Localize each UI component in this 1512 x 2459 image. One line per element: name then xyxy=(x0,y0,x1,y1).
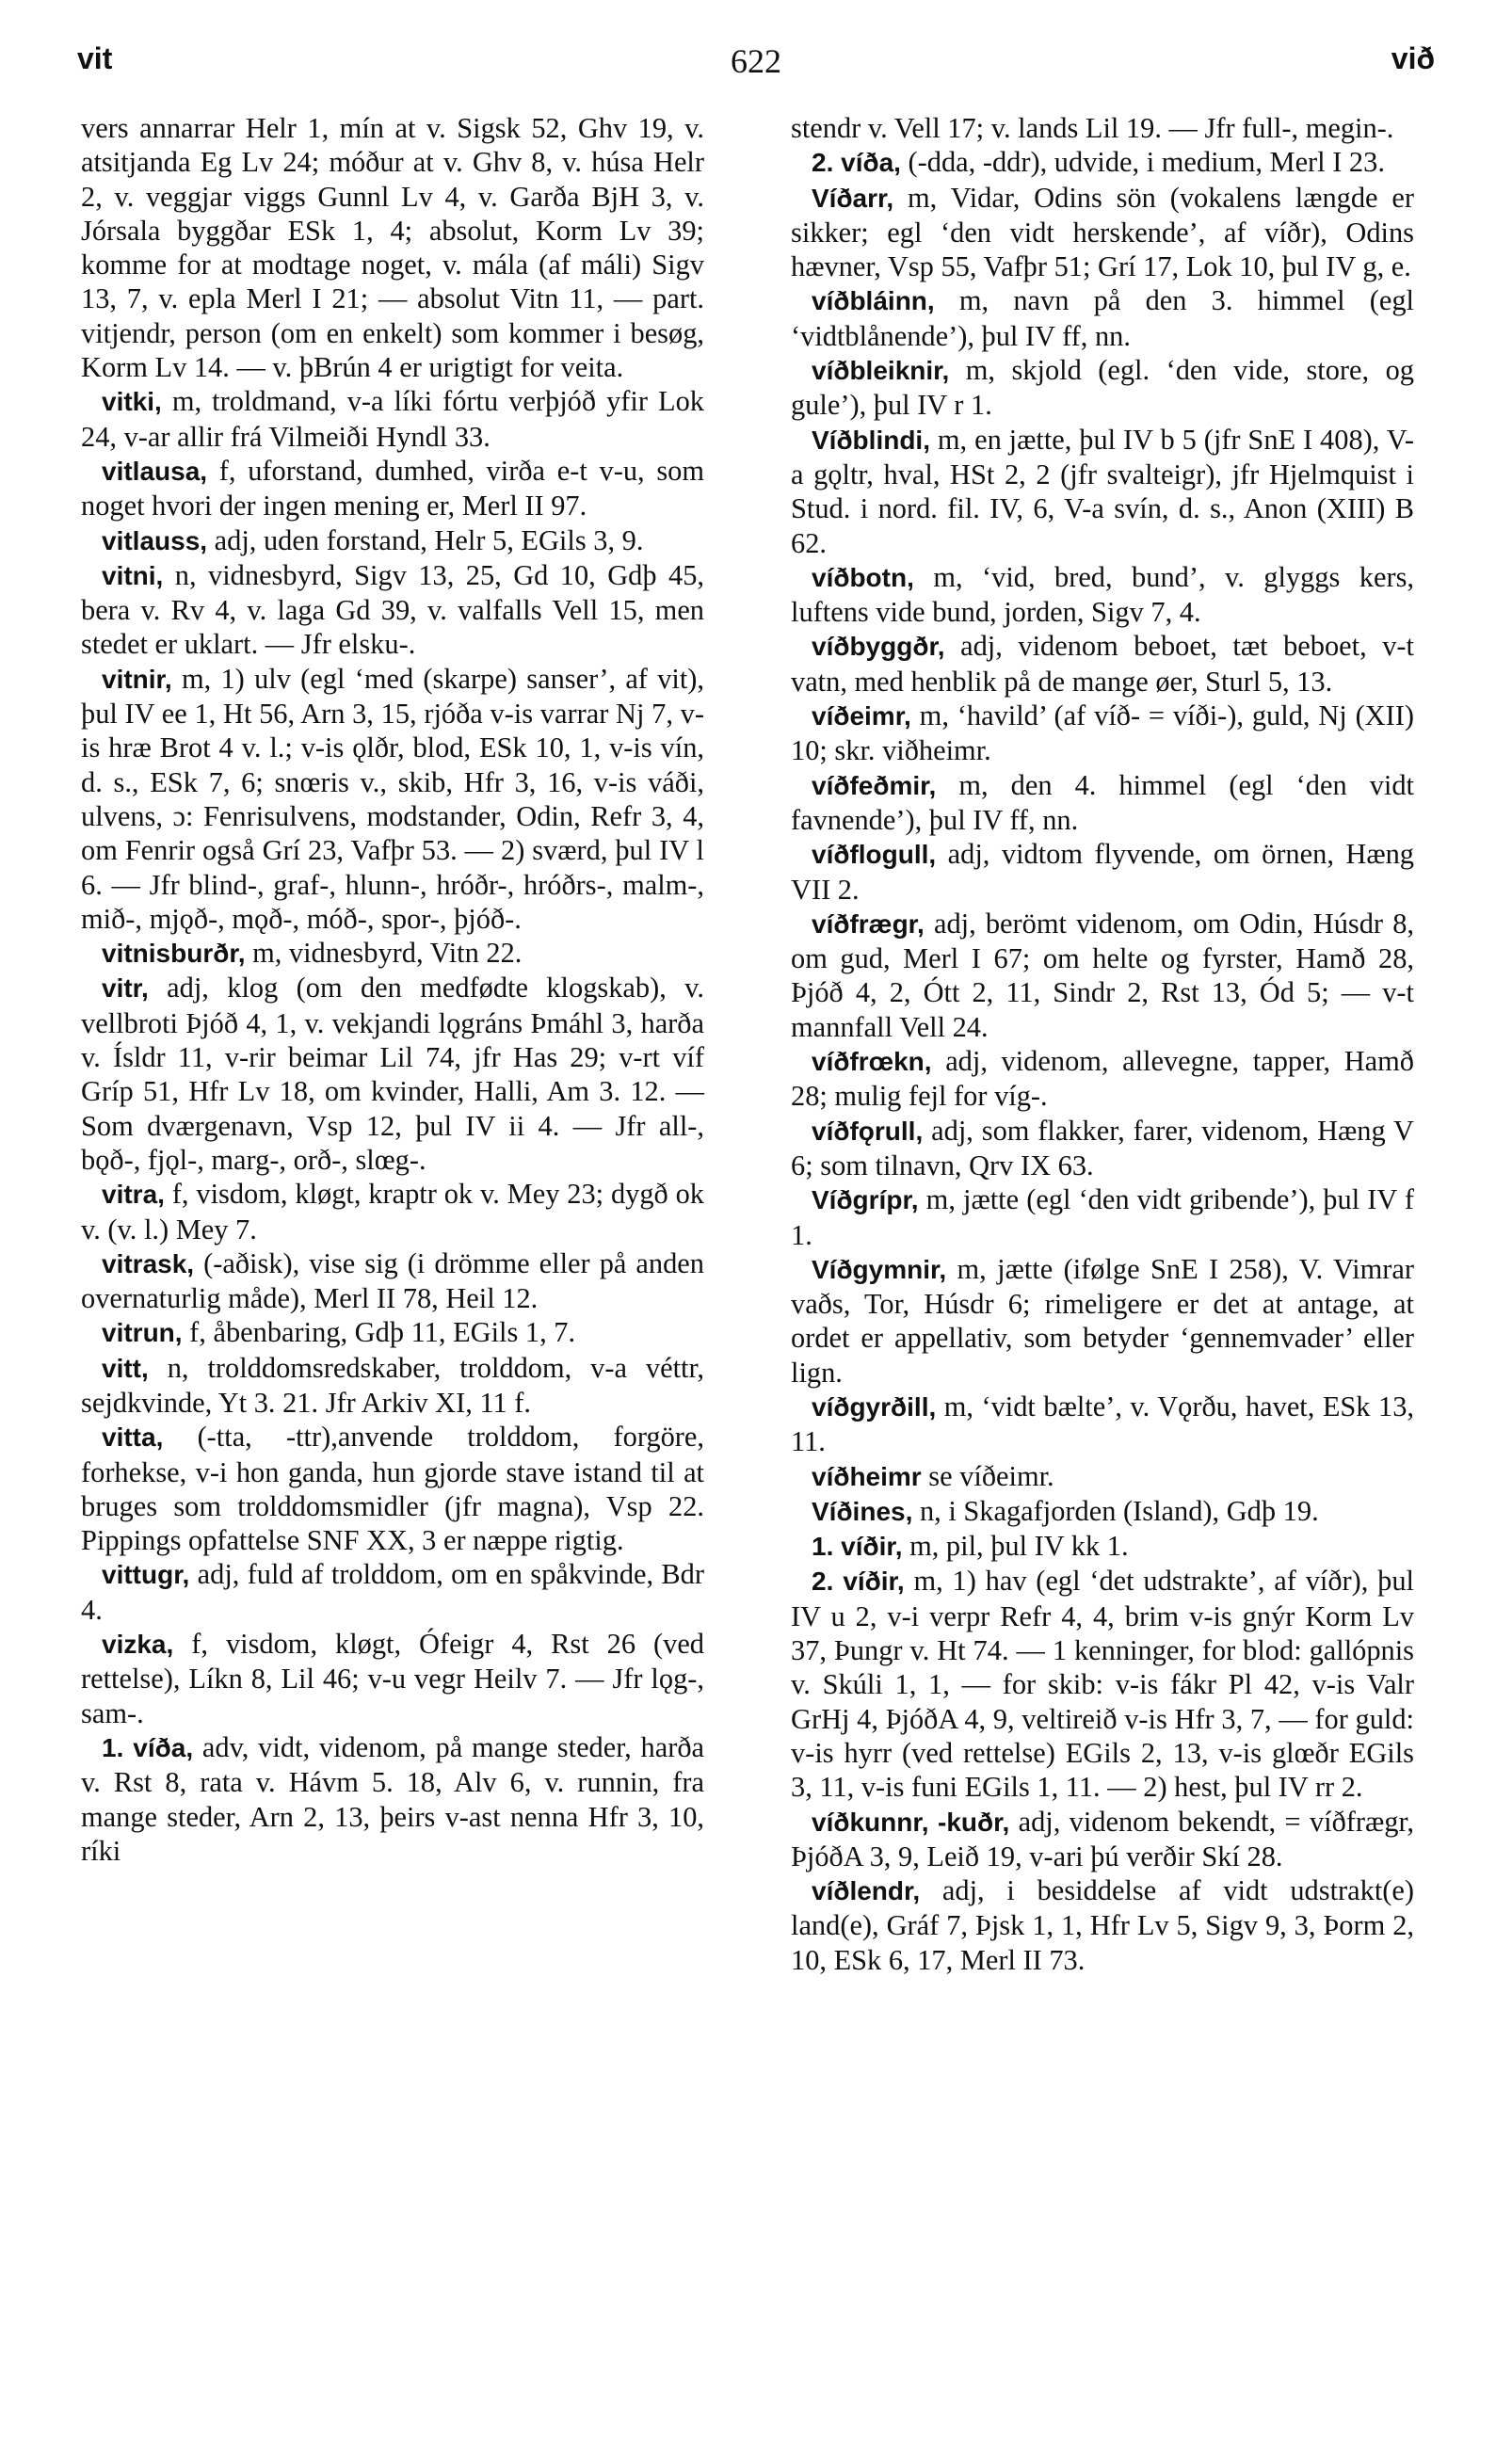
dictionary-entry xyxy=(791,1529,1414,1564)
entry-headword: vitt, xyxy=(102,1353,149,1383)
entry-headword: Víðines, xyxy=(812,1496,913,1526)
entry-headword: víðheimr xyxy=(812,1461,922,1491)
entry-definition: f, visdom, kløgt, kraptr ok v. Mey 23; dygð ok v. (v. l.) Mey 7. xyxy=(81,1178,712,1246)
entry-headword: víðeimr, xyxy=(812,701,911,731)
dictionary-entry xyxy=(791,907,1422,1044)
dictionary-entry xyxy=(81,454,712,523)
running-header xyxy=(77,41,1435,87)
dictionary-entry xyxy=(81,936,704,971)
entry-headword: víðbyggðr, xyxy=(812,632,945,662)
dictionary-entry xyxy=(791,1873,1422,1977)
entry-headword: vitlausa, xyxy=(102,456,208,486)
entry-definition: m, ‘vid, bred, bund’, v. glyggs kers, luftens vide bund, jorden, Sigv 7, 4. xyxy=(791,560,1422,629)
entry-definition: m, vidnesbyrd, Vitn 22. xyxy=(245,937,523,970)
page-number: 622 xyxy=(731,42,781,80)
entry-headword: víðfǫrull, xyxy=(812,1116,924,1146)
entry-headword: vizka, xyxy=(102,1630,174,1660)
header-right-guideword: við xyxy=(1391,41,1435,75)
entry-headword: víðbláinn, xyxy=(812,286,935,316)
entry-headword: Víðarr, xyxy=(812,183,894,213)
dictionary-entry xyxy=(81,1627,712,1730)
entry-definition: m, pil, þul IV kk 1. xyxy=(902,1530,1129,1563)
dictionary-entry xyxy=(791,1390,1422,1459)
entry-definition: f, åbenbaring, Gdþ 11, EGils 1, 7. xyxy=(182,1316,576,1349)
dictionary-entry xyxy=(791,1494,1414,1529)
entry-definition: adv, vidt, videnom, på mange steder, harða v. Rst 8, rata v. Hávm 5. 18, Alv 6, v. runnin, fra mange steder, Arn 2, 13, þeirs v-ast nenna Hfr 3, 10, ríki xyxy=(81,1730,712,1867)
entry-definition: f, visdom, kløgt, Ófeigr 4, Rst 26 (ved rettelse), Líkn 8, Lil 46; v-u vegr Heilv 7. — Jfr lǫg-, sam-. xyxy=(81,1628,712,1729)
entry-definition: n, vidnesbyrd, Sigv 13, 25, Gd 10, Gdþ 45, bera v. Rv 4, v. laga Gd 39, v. valfalls Vell 15, men stedet er uklart. — Jfr elsku-. xyxy=(81,558,712,661)
entry-headword: víðbleiknir, xyxy=(812,356,950,386)
dictionary-entry xyxy=(791,1459,1414,1494)
dictionary-entry xyxy=(81,662,712,936)
entry-definition: m, troldmand, v-a líki fórtu verþjóð yfir Lok 24, v-ar allir frá Vilmeiði Hyndl 33. xyxy=(81,385,712,453)
entry-definition: adj, i besiddelse af vidt udstrakt(e) land(e), Gráf 7, Þjsk 1, 1, Hfr Lv 5, Sigv 9, 3, Þorm 2, 10, ESk 6, 17, Merl II 73. xyxy=(791,1874,1422,1976)
dictionary-entry xyxy=(81,111,712,384)
dictionary-entry xyxy=(791,1805,1422,1874)
entry-definition: (-dda, -ddr), udvide, i medium, Merl I 23. xyxy=(900,146,1385,179)
entry-definition: adj, berömt videnom, om Odin, Húsdr 8, om gud, Merl I 67; om helte og fyrster, Hamð 28, Þjóð 4, 2, Ótt 2, 11, Sindr 2, Rst 13, Ód 5; — v-t mannfall Vell 24. xyxy=(791,907,1422,1043)
entry-definition: adj, som flakker, farer, videnom, Hæng V 6; som tilnavn, Qrv IX 63. xyxy=(791,1114,1422,1181)
entry-headword: vittugr, xyxy=(102,1560,190,1590)
entry-headword: víðkunnr, -kuðr, xyxy=(812,1807,1010,1837)
dictionary-entry xyxy=(791,560,1422,630)
entry-headword: vitni, xyxy=(102,560,164,590)
entry-headword: víðgyrðill, xyxy=(812,1391,937,1422)
entry-headword: víðflogull, xyxy=(812,840,937,870)
dictionary-entry xyxy=(791,1564,1422,1804)
entry-definition: (-aðisk), vise sig (i drömme eller på anden overnaturlig måde), Merl II 78, Heil 12. xyxy=(81,1246,712,1315)
entry-definition: se víðeimr. xyxy=(921,1459,1054,1492)
entry-headword: 1. víða, xyxy=(102,1732,194,1762)
entry-definition: m, skjold (egl. ‘den vide, store, og gule’), þul IV r 1. xyxy=(791,354,1422,422)
entry-definition: m, jætte (ifølge SnE I 258), V. Vimrar vaðs, Tor, Húsdr 6; rimeligere er det at antage, at ordet er appellativ, som betyder ‘gennemvader’ eller lign. xyxy=(791,1252,1422,1389)
dictionary-entry xyxy=(81,1557,712,1627)
dictionary-entry xyxy=(791,1182,1422,1252)
entry-headword: 1. víðir, xyxy=(812,1532,903,1562)
entry-definition: m, navn på den 3. himmel (egl ‘vidtblånende’), þul IV ff, nn. xyxy=(791,284,1422,352)
entry-definition: m, 1) hav (egl ‘det udstrakte’, af víðr), þul IV u 2, v-i verpr Refr 4, 4, brim v-is gnýr Korm Lv 37, Þungr v. Ht 74. — 1 kenninger, for blod: gallópnis v. Skúli 1, 1, — for skib: v-is fákr Pl 42, v-is Valr GrHj 4, ÞjóðA 4, 9, veltireið v-is Hfr 3, 7, — for guld: v-is hyrr (ved rettelse) EGils 2, 13, v-is glœðr EGils 3, 11, v-is funi EGils 1, 11. — 2) hest, þul IV rr 2. xyxy=(791,1565,1422,1804)
dictionary-entry xyxy=(791,353,1422,423)
dictionary-entry xyxy=(791,699,1422,768)
entry-definition: adj, uden forstand, Helr 5, EGils 3, 9. xyxy=(207,523,644,556)
dictionary-entry xyxy=(791,1044,1422,1114)
dictionary-entry xyxy=(791,837,1422,907)
entry-headword: Víðgymnir, xyxy=(812,1254,947,1284)
dictionary-entry xyxy=(81,1315,704,1350)
entry-headword: víðlendr, xyxy=(812,1876,921,1906)
dictionary-entry xyxy=(81,558,712,662)
entry-definition: adj, videnom, allevegne, tapper, Hamð 28; mulig fejl for víg-. xyxy=(791,1045,1422,1113)
entry-headword: vitr, xyxy=(102,973,149,1004)
entry-headword: vitrun, xyxy=(102,1318,183,1348)
entry-definition: m, 1) ulv (egl ‘med (skarpe) sanser’, af vit), þul IV ee 1, Ht 56, Arn 3, 15, rjóða v-is varrar Nj 7, v-is hræ Brot 4 v. l.; v-is ǫlðr, blod, ESk 10, 1, v-is vín, d. s., ESk 7, 6; snœris v., skib, Hfr 3, 16, v-is váði, ulvens, ɔ: Fenrisulvens, modstander, Odin, Refr 3, 4, om Fenrir også Grí 23, Vafþr 53. — 2) sværd, þul IV l 6. — Jfr blind-, graf-, hlunn-, hróðr-, hróðrs-, malm-, mið-, mjǫð-, mǫð-, móð-, spor-, þjóð-. xyxy=(81,662,712,935)
entry-headword: Víðblindi, xyxy=(812,425,930,455)
left-column xyxy=(81,111,712,1868)
entry-headword: vitnir, xyxy=(102,664,172,694)
entry-definition: (-tta, -ttr),anvende trolddom, forgöre, forhekse, v-i hon ganda, hun gjorde stave istand til at bruges som trolddomsmidler (jfr magna), Vsp 22. Pippings opfattelse SNF XX, 3 er næppe rigtig. xyxy=(81,1421,712,1557)
entry-definition: n, trolddomsredskaber, trolddom, v-a véttr, sejdkvinde, Yt 3. 21. Jfr Arkiv XI, 11 f. xyxy=(81,1351,712,1419)
entry-definition: m, Vidar, Odins sön (vokalens længde er sikker; egl ‘den vidt herskende’, af víðr), Odins hævner, Vsp 55, Vafþr 51; Grí 17, Lok 10, þul IV g, e. xyxy=(791,181,1422,283)
entry-definition: f, uforstand, dumhed, virða e-t v-u, som noget hvori der ingen mening er, Merl II 97. xyxy=(81,454,712,522)
entry-definition: n, i Skagafjorden (Island), Gdþ 19. xyxy=(912,1494,1319,1527)
dictionary-entry xyxy=(81,1351,712,1421)
entry-definition: adj, fuld af trolddom, om en spåkvinde, Bdr 4. xyxy=(81,1558,712,1626)
dictionary-entry xyxy=(81,1246,712,1316)
entry-definition: vers annarrar Helr 1, mín at v. Sigsk 52, Ghv 19, v. atsitjanda Eg Lv 24; móður at v. Ghv 8, v. húsa Helr 2, v. veggjar viggs Gunnl Lv 4, v. Garða BjH 3, v. Jórsala byggðar ESk 1, 4; absolut, Korm Lv 39; komme for at modtage noget, v. mála (af máli) Sigv 13, 7, v. epla Merl I 21; — absolut Vitn 11, — part. vitjendr, person (om en enkelt) som kommer i besøg, Korm Lv 14. — v. þBrún 4 er urigtigt for veita. xyxy=(81,112,712,384)
entry-headword: 2. víða, xyxy=(812,148,901,178)
entry-headword: víðfeðmir, xyxy=(812,770,937,800)
entry-definition: m, ‘vidt bælte’, v. Vǫrðu, havet, ESk 13, 11. xyxy=(791,1390,1422,1458)
entry-headword: Víðgrípr, xyxy=(812,1185,919,1215)
entry-headword: vitnisburðr, xyxy=(102,939,246,969)
dictionary-entry xyxy=(791,1252,1422,1390)
dictionary-entry xyxy=(791,111,1414,145)
dictionary-entry xyxy=(791,283,1422,353)
entry-definition: adj, videnom bekendt, = víðfrægr, ÞjóðA 3, 9, Leið 19, v-ari þú verðir Skí 28. xyxy=(791,1805,1422,1872)
entry-headword: víðfrœkn, xyxy=(812,1047,932,1077)
dictionary-entry xyxy=(81,523,704,558)
entry-headword: 2. víðir, xyxy=(812,1567,905,1597)
entry-definition: adj, videnom beboet, tæt beboet, v-t vatn, med henblik på de mange øer, Sturl 5, 13. xyxy=(791,630,1422,698)
dictionary-entry xyxy=(791,145,1414,180)
dictionary-entry xyxy=(791,1114,1422,1183)
dictionary-entry xyxy=(81,384,712,454)
entry-headword: vitra, xyxy=(102,1180,165,1210)
dictionary-entry xyxy=(81,1177,712,1246)
entry-definition: m, jætte (egl ‘den vidt gribende’), þul IV f 1. xyxy=(791,1183,1422,1251)
dictionary-entry xyxy=(791,768,1422,838)
right-column xyxy=(791,111,1422,1977)
entry-definition: adj, vidtom flyvende, om örnen, Hæng VII 2. xyxy=(791,838,1422,906)
dictionary-entry xyxy=(81,1420,712,1557)
entry-headword: vitrask, xyxy=(102,1248,195,1278)
entry-headword: vitlauss, xyxy=(102,525,208,555)
entry-definition: adj, klog (om den medfødte klogskab), v. vellbroti Þjóð 4, 1, v. vekjandi lǫgráns Þmáhl 3, harða v. Ísldr 11, v-rir beimar Lil 74, jfr Has 29; v-rt víf Gríp 51, Hfr Lv 18, om kvinder, Halli, Am 3. 12. — Som dværgenavn, Vsp 12, þul IV ii 4. — Jfr all-, bǫð-, fjǫl-, marg-, orð-, slœg-. xyxy=(81,972,712,1176)
entry-headword: víðbotn, xyxy=(812,562,914,592)
entry-headword: vitki, xyxy=(102,387,162,417)
entry-definition: m, ‘havild’ (af víð- = víði-), guld, Nj (XII) 10; skr. viðheimr. xyxy=(791,699,1422,767)
header-left-guideword: vit xyxy=(77,41,113,75)
dictionary-entry xyxy=(791,423,1422,560)
dictionary-entry xyxy=(81,1730,712,1868)
entry-definition: m, den 4. himmel (egl ‘den vidt favnende’), þul IV ff, nn. xyxy=(791,768,1422,836)
dictionary-entry xyxy=(791,629,1422,699)
entry-headword: vitta, xyxy=(102,1422,164,1453)
entry-definition: m, en jætte, þul IV b 5 (jfr SnE I 408), V-a gǫltr, hval, HSt 2, 2 (jfr svalteigr), jfr Hjelmquist i Stud. i nord. fil. IV, 6, V-a svín, d. s., Anon (XIII) B 62. xyxy=(791,423,1422,559)
entry-headword: víðfrægr, xyxy=(812,908,925,939)
dictionary-entry xyxy=(81,971,712,1177)
entry-definition: stendr v. Vell 17; v. lands Lil 19. — Jfr full-, megin-. xyxy=(791,112,1394,144)
dictionary-entry xyxy=(791,181,1422,284)
